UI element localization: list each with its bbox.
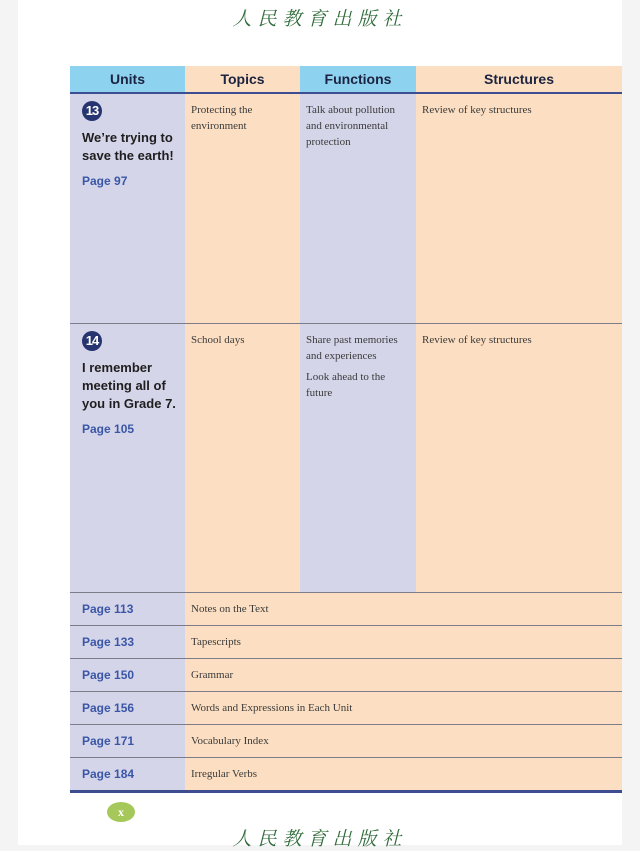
topics-cell — [185, 324, 300, 593]
structure-text: Review of key structures — [422, 334, 532, 346]
unit-title: I remember meeting all of you in Grade 7. — [82, 360, 176, 411]
structures-cell — [416, 324, 622, 593]
unit-title: We’re trying to save the earth! — [82, 130, 174, 163]
header-functions: Functions — [300, 66, 416, 93]
reference-page-link[interactable]: Page 156 — [70, 692, 185, 725]
function-text: Share past memories and experiences — [306, 334, 398, 362]
functions-cell — [300, 324, 416, 593]
unit-row-14 — [70, 324, 622, 593]
reference-title: Vocabulary Index — [185, 725, 622, 758]
page-number-badge: x — [107, 802, 135, 822]
reference-row — [70, 758, 622, 792]
unit-row-13 — [70, 93, 622, 324]
reference-row — [70, 593, 622, 626]
header-structures: Structures — [416, 66, 622, 93]
reference-row — [70, 725, 622, 758]
header-row — [70, 66, 622, 93]
reference-title: Tapescripts — [185, 626, 622, 659]
functions-cell — [300, 93, 416, 324]
unit-cell — [70, 93, 185, 324]
reference-title: Notes on the Text — [185, 593, 622, 626]
unit-cell — [70, 324, 185, 593]
publisher-logo-top: 人民教育出版社 — [232, 8, 408, 30]
unit-number-badge: 13 — [82, 101, 102, 121]
publisher-logo-bottom: 人民教育出版社 — [232, 828, 408, 850]
structure-text: Review of key structures — [422, 104, 532, 116]
reference-row — [70, 692, 622, 725]
unit-number-badge: 14 — [82, 331, 102, 351]
unit-page-link[interactable]: Page 105 — [82, 422, 135, 436]
topic-text: Protecting the environment — [191, 104, 253, 132]
reference-page-link[interactable]: Page 113 — [70, 593, 185, 626]
header-topics: Topics — [185, 66, 300, 93]
reference-row — [70, 626, 622, 659]
header-units: Units — [70, 66, 185, 93]
topic-text: School days — [191, 334, 245, 346]
reference-page-link[interactable]: Page 150 — [70, 659, 185, 692]
contents-table — [70, 66, 622, 793]
topics-cell — [185, 93, 300, 324]
unit-page-link[interactable]: Page 97 — [82, 174, 128, 188]
reference-title: Grammar — [185, 659, 622, 692]
reference-title: Irregular Verbs — [185, 758, 622, 792]
function-text: Talk about pollution and environmental protection — [306, 104, 396, 148]
reference-row — [70, 659, 622, 692]
reference-page-link[interactable]: Page 184 — [70, 758, 185, 792]
structures-cell — [416, 93, 622, 324]
reference-page-link[interactable]: Page 133 — [70, 626, 185, 659]
function-text: Look ahead to the future — [306, 371, 386, 399]
reference-page-link[interactable]: Page 171 — [70, 725, 185, 758]
reference-title: Words and Expressions in Each Unit — [185, 692, 622, 725]
